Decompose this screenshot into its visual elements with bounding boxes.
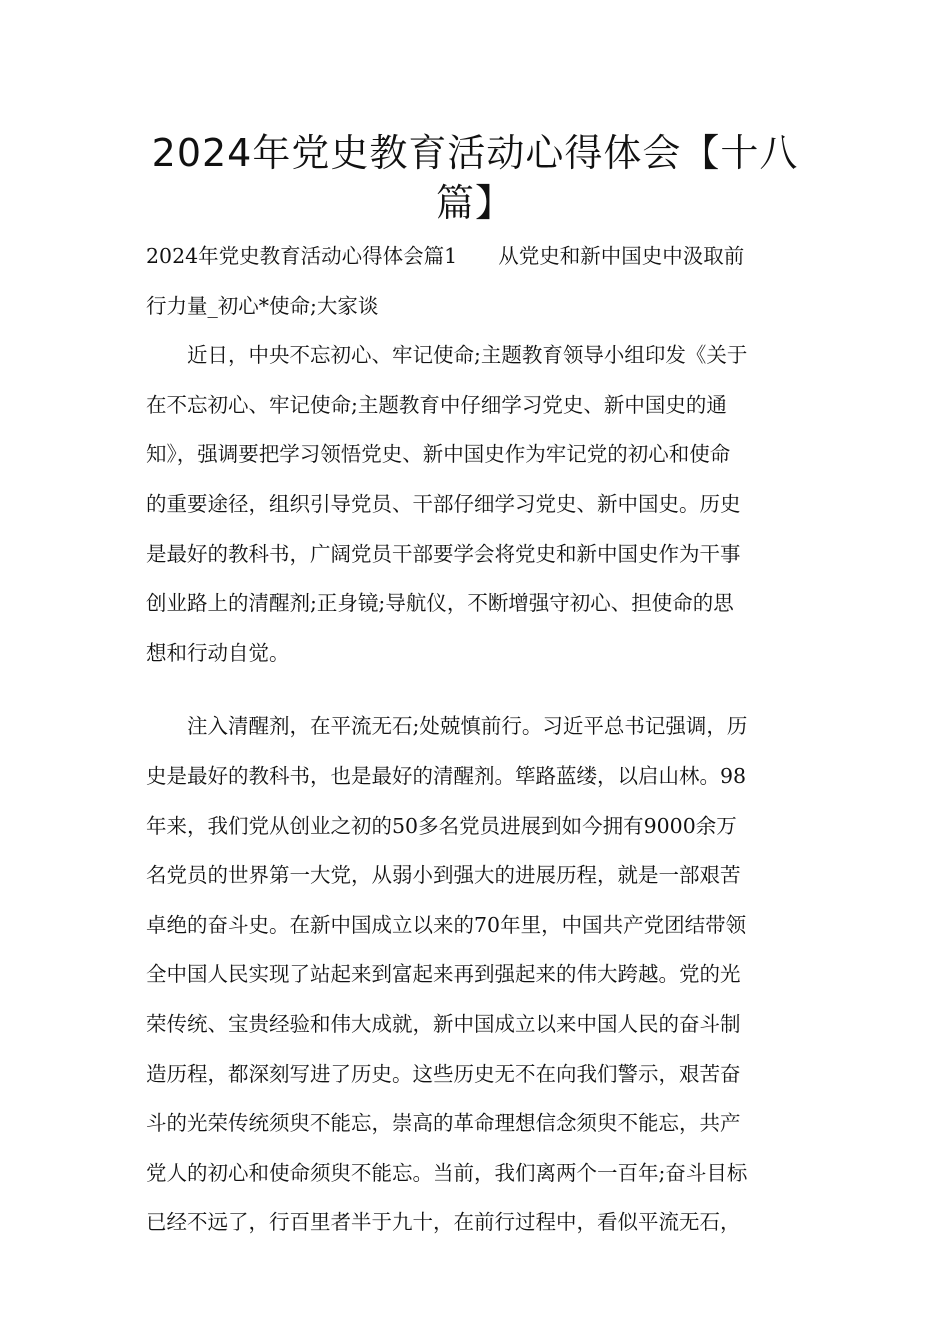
title-line-2: 篇】 xyxy=(435,181,514,225)
paragraph-line: 全中国人民实现了站起来到富起来再到强起来的伟大跨越。党的光 xyxy=(146,962,741,987)
heading-line: 行力量_初心*使命;大家谈 xyxy=(146,293,379,318)
paragraph-line: 党人的初心和使命须臾不能忘。当前，我们离两个一百年;奋斗目标 xyxy=(146,1160,748,1185)
paragraph-line: 斗的光荣传统须臾不能忘，崇高的革命理想信念须臾不能忘，共产 xyxy=(146,1111,741,1136)
paragraph-line: 是最好的教科书，广阔党员干部要学会将党史和新中国史作为干事 xyxy=(146,541,741,566)
section-heading xyxy=(146,232,808,331)
paragraph-line: 名党员的世界第一大党，从弱小到强大的进展历程，就是一部艰苦 xyxy=(146,863,741,888)
heading-line: 2024年党史教育活动心得体会篇1 从党史和新中国史中汲取前 xyxy=(146,244,745,268)
paragraph-line: 注入清醒剂，在平流无石;处兢慎前行。习近平总书记强调，历 xyxy=(146,714,748,739)
paragraph-2 xyxy=(146,702,808,1248)
paragraph-line: 造历程，都深刻写进了历史。这些历史无不在向我们警示，艰苦奋 xyxy=(146,1061,741,1086)
paragraph-line: 荣传统、宝贵经验和伟大成就，新中国成立以来中国人民的奋斗制 xyxy=(146,1011,741,1036)
paragraph-line: 创业路上的清醒剂;正身镜;导航仪，不断增强守初心、担使命的思 xyxy=(146,591,734,616)
paragraph-line: 卓绝的奋斗史。在新中国成立以来的70年里，中国共产党团结带领 xyxy=(146,912,747,937)
paragraph-1 xyxy=(146,331,808,678)
document-title xyxy=(120,128,830,228)
paragraph-line: 知》，强调要把学习领悟党史、新中国史作为牢记党的初心和使命 xyxy=(146,442,731,467)
paragraph-spacer xyxy=(146,678,808,702)
paragraph-line: 近日，中央不忘初心、牢记使命;主题教育领导小组印发《关于 xyxy=(146,343,748,368)
paragraph-line: 已经不远了，行百里者半于九十，在前行过程中，看似平流无石， xyxy=(146,1210,741,1235)
paragraph-line: 在不忘初心、牢记使命;主题教育中仔细学习党史、新中国史的通 xyxy=(146,392,727,417)
title-line-1: 2024年党史教育活动心得体会【十八 xyxy=(151,131,799,175)
document-body xyxy=(146,232,808,1248)
paragraph-line: 史是最好的教科书，也是最好的清醒剂。筚路蓝缕，以启山林。98 xyxy=(146,763,747,788)
paragraph-line: 想和行动自觉。 xyxy=(146,640,290,665)
paragraph-line: 的重要途径，组织引导党员、干部仔细学习党史、新中国史。历史 xyxy=(146,491,741,516)
paragraph-line: 年来，我们党从创业之初的50多名党员进展到如今拥有9000余万 xyxy=(146,813,737,838)
